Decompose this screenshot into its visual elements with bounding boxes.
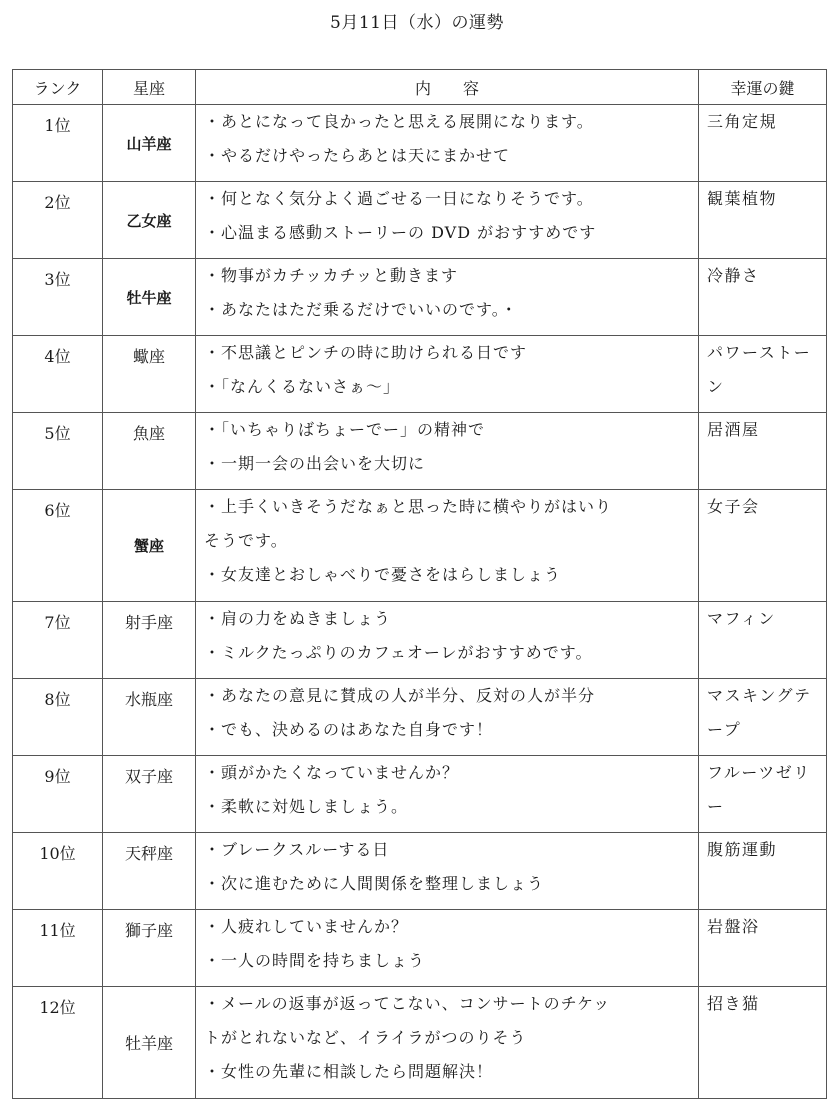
lucky-key-cell: マスキングテープ	[699, 679, 827, 756]
content-line: トがとれないなど、イライラがつのりそう	[204, 1028, 527, 1047]
sign-cell: 蟹座	[103, 490, 196, 602]
table-row	[13, 259, 827, 336]
content-cell	[196, 336, 699, 413]
header-key: 幸運の鍵	[699, 70, 827, 105]
content-line: ・次に進むために人間関係を整理しましょう	[204, 874, 545, 893]
rank-cell: 3位	[13, 259, 103, 336]
content-line: そうです。	[204, 531, 288, 550]
content-line: ・物事がカチッカチッと動きます	[204, 266, 459, 285]
sign-cell: 獅子座	[103, 910, 196, 987]
table-row	[13, 756, 827, 833]
content-line: ・頭がかたくなっていませんか？	[204, 763, 460, 782]
table-row	[13, 833, 827, 910]
content-cell	[196, 259, 699, 336]
sign-cell: 牡牛座	[103, 259, 196, 336]
content-line: ・肩の力をぬきましょう	[204, 609, 392, 628]
rank-cell: 11位	[13, 910, 103, 987]
table-row	[13, 910, 827, 987]
table-row	[13, 182, 827, 259]
rank-cell: 1位	[13, 105, 103, 182]
lucky-key-cell: 岩盤浴	[699, 910, 827, 987]
lucky-key-cell: 三角定規	[699, 105, 827, 182]
content-line: ・一人の時間を持ちましょう	[204, 951, 426, 970]
content-line: ・あとになって良かったと思える展開になります。	[204, 112, 594, 131]
content-line: ・メールの返事が返ってこない、コンサートのチケッ	[204, 994, 611, 1013]
content-line: ・一期一会の出会いを大切に	[204, 454, 426, 473]
content-line: ・柔軟に対処しましょう。	[204, 797, 409, 816]
lucky-key-cell: マフィン	[699, 602, 827, 679]
lucky-key-cell: 招き猫	[699, 987, 827, 1099]
content-cell	[196, 987, 699, 1099]
rank-cell: 6位	[13, 490, 103, 602]
content-line: ・人疲れしていませんか？	[204, 917, 409, 936]
sign-cell: 魚座	[103, 413, 196, 490]
lucky-key-cell: 女子会	[699, 490, 827, 602]
rank-cell: 7位	[13, 602, 103, 679]
header-content: 内 容	[196, 70, 699, 105]
lucky-key-cell: 観葉植物	[699, 182, 827, 259]
sign-cell: 天秤座	[103, 833, 196, 910]
content-line: ・心温まる感動ストーリーの DVD がおすすめです	[204, 223, 597, 242]
content-line: ・やるだけやったらあとは天にまかせて	[204, 146, 511, 165]
rank-cell: 9位	[13, 756, 103, 833]
sign-cell: 蠍座	[103, 336, 196, 413]
header-rank: ランク	[13, 70, 103, 105]
content-line: ・何となく気分よく過ごせる一日になりそうです。	[204, 189, 594, 208]
content-cell	[196, 490, 699, 602]
content-line: ・あなたはただ乗るだけでいいのです。・	[204, 300, 518, 319]
table-row	[13, 336, 827, 413]
table-header-row	[13, 70, 827, 105]
content-cell	[196, 105, 699, 182]
content-line: ・「なんくるないさぁ〜」	[204, 377, 401, 396]
content-line: ・あなたの意見に賛成の人が半分、反対の人が半分	[204, 686, 596, 705]
content-line: ・女友達とおしゃべりで憂さをはらしましょう	[204, 565, 562, 584]
sign-cell: 乙女座	[103, 182, 196, 259]
rank-cell: 4位	[13, 336, 103, 413]
sign-cell: 牡羊座	[103, 987, 196, 1099]
content-cell	[196, 833, 699, 910]
table-row	[13, 602, 827, 679]
content-line: ・ブレークスルーする日	[204, 840, 390, 859]
rank-cell: 10位	[13, 833, 103, 910]
lucky-key-cell: パワーストーン	[699, 336, 827, 413]
rank-cell: 2位	[13, 182, 103, 259]
table-row	[13, 987, 827, 1099]
content-line: ・不思議とピンチの時に助けられる日です	[204, 343, 528, 362]
content-line: ・女性の先輩に相談したら問題解決！	[204, 1062, 494, 1081]
sign-cell: 双子座	[103, 756, 196, 833]
table-row	[13, 490, 827, 602]
sign-cell: 水瓶座	[103, 679, 196, 756]
table-row	[13, 413, 827, 490]
table-row	[13, 679, 827, 756]
lucky-key-cell: 冷静さ	[699, 259, 827, 336]
content-line: ・でも、決めるのはあなた自身です！	[204, 720, 494, 739]
fortune-table	[12, 69, 827, 1099]
content-cell	[196, 413, 699, 490]
lucky-key-cell: 腹筋運動	[699, 833, 827, 910]
content-line: ・ミルクたっぷりのカフェオーレがおすすめです。	[204, 643, 593, 662]
content-cell	[196, 602, 699, 679]
sign-cell: 射手座	[103, 602, 196, 679]
rank-cell: 8位	[13, 679, 103, 756]
rank-cell: 12位	[13, 987, 103, 1099]
lucky-key-cell: 居酒屋	[699, 413, 827, 490]
lucky-key-cell: フルーツゼリー	[699, 756, 827, 833]
content-line: ・上手くいきそうだなぁと思った時に横やりがはいり	[204, 497, 613, 516]
content-cell	[196, 679, 699, 756]
page-title: 5月11日（水）の運勢	[330, 13, 504, 33]
content-line: ・「いちゃりばちょーでー」の精神で	[204, 420, 486, 439]
content-cell	[196, 182, 699, 259]
header-sign: 星座	[103, 70, 196, 105]
table-row	[13, 105, 827, 182]
content-cell	[196, 910, 699, 987]
rank-cell: 5位	[13, 413, 103, 490]
sign-cell: 山羊座	[103, 105, 196, 182]
content-cell	[196, 756, 699, 833]
